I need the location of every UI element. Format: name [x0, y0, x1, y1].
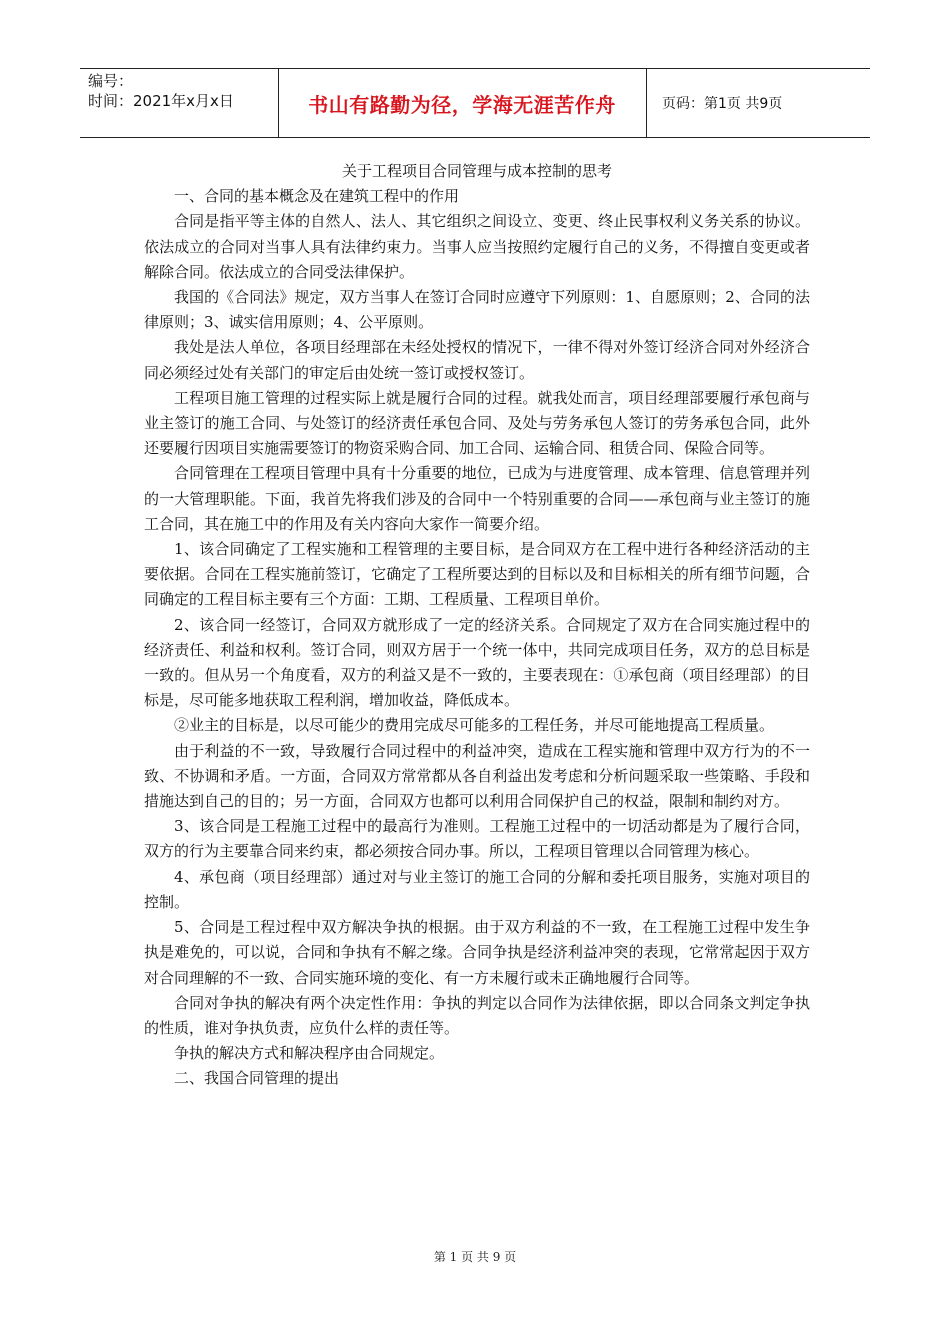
paragraph: 1、该合同确定了工程实施和工程管理的主要目标，是合同双方在工程中进行各种经济活动的主要依据。合同在工程实施前签订，它确定了工程所要达到的目标以及和目标相关的所有细节问题，合同确定的工程目标主要有三个方面：工期、工程质量、工程项目单价。	[144, 540, 810, 609]
paragraph: ②业主的目标是，以尽可能少的费用完成尽可能多的工程任务，并尽可能地提高工程质量。	[174, 716, 775, 735]
paragraph: 4、承包商（项目经理部）通过对与业主签订的施工合同的分解和委托项目服务，实施对项目的控制。	[144, 867, 810, 911]
page-footer: 第 1 页 共 9 页	[433, 1250, 517, 1264]
section-heading: 一、合同的基本概念及在建筑工程中的作用	[174, 187, 460, 206]
page-header	[80, 68, 870, 138]
paragraph: 5、合同是工程过程中双方解决争执的根据。由于双方利益的不一致，在工程施工过程中发生争执是难免的，可以说，合同和争执有不解之缘。合同争执是经济利益冲突的表现，它常常起因于双方对合同理解的不一致、合同实施环境的变化、有一方未履行或未正确地履行合同等。	[144, 918, 810, 987]
paragraph: 3、该合同是工程施工过程中的最高行为准则。工程施工过程中的一切活动都是为了履行合同，双方的行为主要靠合同来约束，都必须按合同办事。所以，工程项目管理以合同管理为核心。	[144, 817, 810, 861]
header-page-info: 页码：第1页 共9页	[662, 96, 783, 112]
paragraph: 合同管理在工程项目管理中具有十分重要的地位，已成为与进度管理、成本管理、信息管理并列的一大管理职能。下面，我首先将我们涉及的合同中一个特别重要的合同——承包商与业主签订的施工合同，其在施工中的作用及有关内容向大家作一简要介绍。	[144, 464, 810, 533]
header-motto: 书山有路勤为径，学海无涯苦作舟	[308, 92, 616, 117]
paragraph: 工程项目施工管理的过程实际上就是履行合同的过程。就我处而言，项目经理部要履行承包商与业主签订的施工合同、与处签订的经济责任承包合同、及处与劳务承包人签订的劳务承包合同，此外还要履行因项目实施需要签订的物资采购合同、加工合同、运输合同、租赁合同、保险合同等。	[144, 388, 810, 458]
document-date-label: 时间：2021年x月x日	[88, 92, 234, 110]
header-divider-right	[646, 69, 647, 137]
document-body	[144, 159, 810, 1092]
document-title: 关于工程项目合同管理与成本控制的思考	[341, 162, 612, 180]
paragraph: 2、该合同一经签订，合同双方就形成了一定的经济关系。合同规定了双方在合同实施过程中的经济责任、利益和权利。签订合同，则双方居于一个统一体中，共同完成项目任务，双方的总目标是一致的。但从另一个角度看，双方的利益又是不一致的，主要表现在：①承包商（项目经理部）的目标是，尽可能多地获取工程利润，增加收益，降低成本。	[144, 615, 810, 710]
paragraph: 我处是法人单位，各项目经理部在未经处授权的情况下，一律不得对外签订经济合同对外经济合同必须经过处有关部门的审定后由处统一签订或授权签订。	[144, 338, 810, 382]
header-meta	[88, 71, 234, 111]
document-number-label: 编号：	[88, 72, 134, 90]
section-heading: 二、我国合同管理的提出	[174, 1069, 340, 1088]
paragraph: 我国的《合同法》规定，双方当事人在签订合同时应遵守下列原则：1、自愿原则；2、合同的法律原则；3、诚实信用原则；4、公平原则。	[144, 288, 810, 332]
paragraph: 争执的解决方式和解决程序由合同规定。	[174, 1044, 445, 1063]
paragraph: 由于利益的不一致，导致履行合同过程中的利益冲突，造成在工程实施和管理中双方行为的不一致、不协调和矛盾。一方面，合同双方常常都从各自利益出发考虑和分析问题采取一些策略、手段和措施达到自己的目的；另一方面，合同双方也都可以利用合同保护自己的权益，限制和制约对方。	[144, 741, 810, 811]
paragraph: 合同是指平等主体的自然人、法人、其它组织之间设立、变更、终止民事权利义务关系的协议。依法成立的合同对当事人具有法律约束力。当事人应当按照约定履行自己的义务，不得擅自变更或者解除合同。依法成立的合同受法律保护。	[144, 212, 810, 281]
paragraph: 合同对争执的解决有两个决定性作用：争执的判定以合同作为法律依据，即以合同条文判定争执的性质，谁对争执负责，应负什么样的责任等。	[144, 993, 810, 1037]
